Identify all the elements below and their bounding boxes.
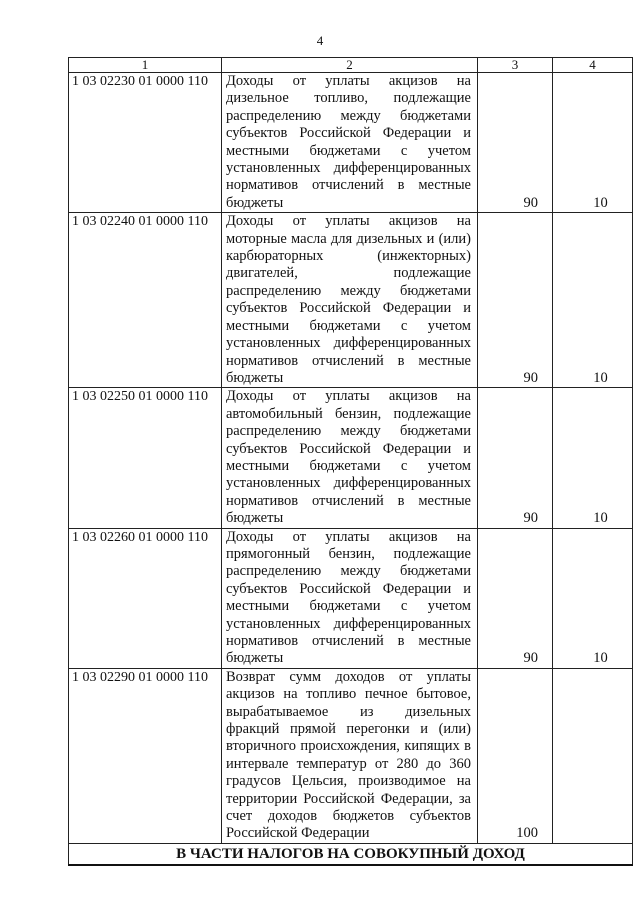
table-header-row [69,58,633,73]
revenue-description: Доходы от уплаты акцизов на дизельное топливо, подлежащие распределению между бюджетами субъектов Российской Федерации и местными бюджетами с учетом установленных дифференцированных нормативов отчислений в местные бюджеты [222,73,478,213]
revenue-description: Доходы от уплаты акцизов на моторные масла для дизельных и (или) карбюраторных (инжекторных) двигателей, подлежащие распределению между бюджетами субъектов Российской Федерации и местными бюджетами с учетом установленных дифференцированных нормативов отчислений в местные бюджеты [222,213,478,388]
column-header-3: 3 [478,58,553,73]
section-heading-row [69,843,633,865]
column-3-value: 90 [478,388,553,528]
table-row [69,388,633,528]
revenue-code: 1 03 02290 01 0000 110 [69,668,222,843]
revenue-description: Доходы от уплаты акцизов на автомобильный бензин, подлежащие распределению между бюджетами субъектов Российской Федерации и местными бюджетами с учетом установленных дифференцированных нормативов отчислений в местные бюджеты [222,388,478,528]
column-4-value [553,668,633,843]
column-4-value: 10 [553,73,633,213]
column-3-value: 90 [478,213,553,388]
column-4-value: 10 [553,528,633,668]
table-row [69,213,633,388]
column-3-value: 90 [478,528,553,668]
revenue-description: Доходы от уплаты акцизов на прямогонный бензин, подлежащие распределению между бюджетами субъектов Российской Федерации и местными бюджетами с учетом установленных дифференцированных нормативов отчислений в местные бюджеты [222,528,478,668]
revenue-code: 1 03 02260 01 0000 110 [69,528,222,668]
column-3-value: 100 [478,668,553,843]
revenue-code: 1 03 02230 01 0000 110 [69,73,222,213]
revenue-code: 1 03 02240 01 0000 110 [69,213,222,388]
page-number: 4 [316,33,324,48]
section-heading: В ЧАСТИ НАЛОГОВ НА СОВОКУПНЫЙ ДОХОД [69,843,633,865]
column-4-value: 10 [553,213,633,388]
table-row [69,73,633,213]
revenue-description: Возврат сумм доходов от уплаты акцизов на топливо печное бытовое, вырабатываемое из дизельных фракций прямой перегонки и (или) вторичного происхождения, кипящих в интервале температур от 280 до 360 градусов Цельсия, производимое на территории Российской Федерации, за счет доходов бюджетов субъектов Российской Федерации [222,668,478,843]
column-header-4: 4 [553,58,633,73]
column-header-1: 1 [69,58,222,73]
budget-revenue-table [68,57,633,866]
table-row [69,668,633,843]
table-row [69,528,633,668]
column-3-value: 90 [478,73,553,213]
revenue-code: 1 03 02250 01 0000 110 [69,388,222,528]
column-header-2: 2 [222,58,478,73]
column-4-value: 10 [553,388,633,528]
